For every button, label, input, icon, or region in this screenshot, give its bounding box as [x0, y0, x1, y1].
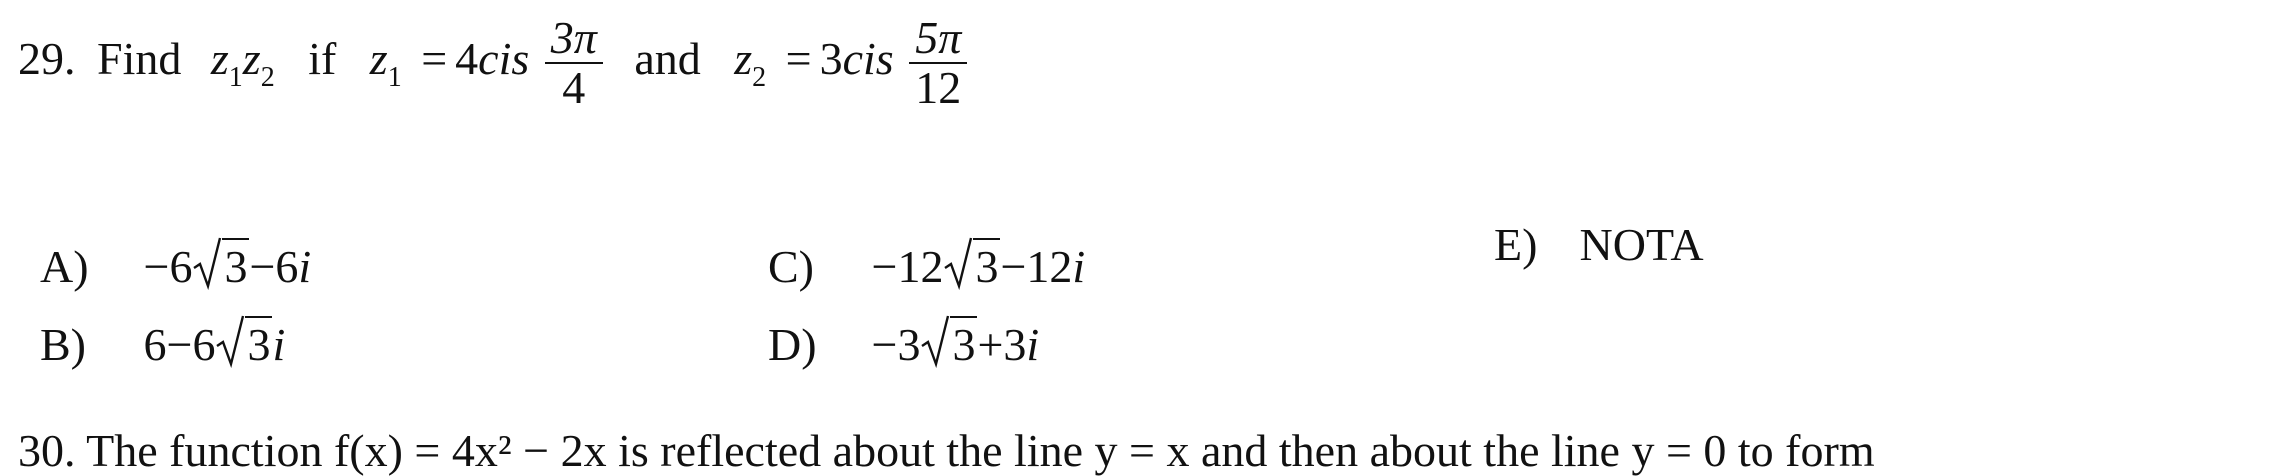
z1-angle-numerator: 3π [545, 14, 603, 64]
and-word: and [634, 32, 701, 84]
z2-angle-fraction [909, 14, 967, 113]
if-word: if [308, 32, 337, 84]
choice-a[interactable] [40, 238, 311, 290]
find-word: Find [97, 32, 182, 84]
choice-b[interactable] [40, 316, 285, 368]
choice-c-value: −12 3−12i [872, 241, 1086, 292]
z2-angle-numerator: 5π [909, 14, 967, 64]
z1-angle-fraction [545, 14, 603, 113]
choice-e[interactable] [1494, 219, 1704, 270]
sqrt-symbol: 3 [920, 316, 977, 368]
choice-b-label: B) [40, 319, 86, 370]
choice-d-value: −3 3+3i [872, 319, 1040, 370]
z1-definition: $z_1 = 4cis$ $\frac{3\pi}{4}$ [370, 33, 619, 84]
choice-e-label: E) [1494, 219, 1538, 270]
choice-b-value: 6−6 3i [144, 319, 286, 370]
sqrt-symbol: 3 [943, 238, 1000, 290]
sqrt-symbol: 3 [215, 316, 272, 368]
sqrt-symbol: 3 [192, 238, 249, 290]
question-29-stem [18, 14, 971, 113]
z2-definition: $z_2 = 3cis$ $\frac{5\pi}{12}$ [734, 33, 971, 84]
question-30-partial: 30. The function f(x) = 4x² − 2x is reflected about the line y = x and then about the line y = 0 to form [18, 425, 1875, 476]
choice-a-value: −6 3−6i [144, 241, 312, 292]
question-number: 29. [18, 32, 76, 84]
z2-angle-denominator: 12 [915, 62, 962, 114]
choice-d[interactable] [768, 316, 1039, 368]
choice-c[interactable] [768, 238, 1085, 290]
z1-angle-denominator: 4 [562, 62, 586, 114]
choice-e-value: NOTA [1579, 219, 1704, 270]
product-z1z2: $z_1z_2$ [210, 32, 275, 93]
choice-c-label: C) [768, 241, 814, 292]
choice-a-label: A) [40, 241, 89, 292]
choice-d-label: D) [768, 319, 817, 370]
